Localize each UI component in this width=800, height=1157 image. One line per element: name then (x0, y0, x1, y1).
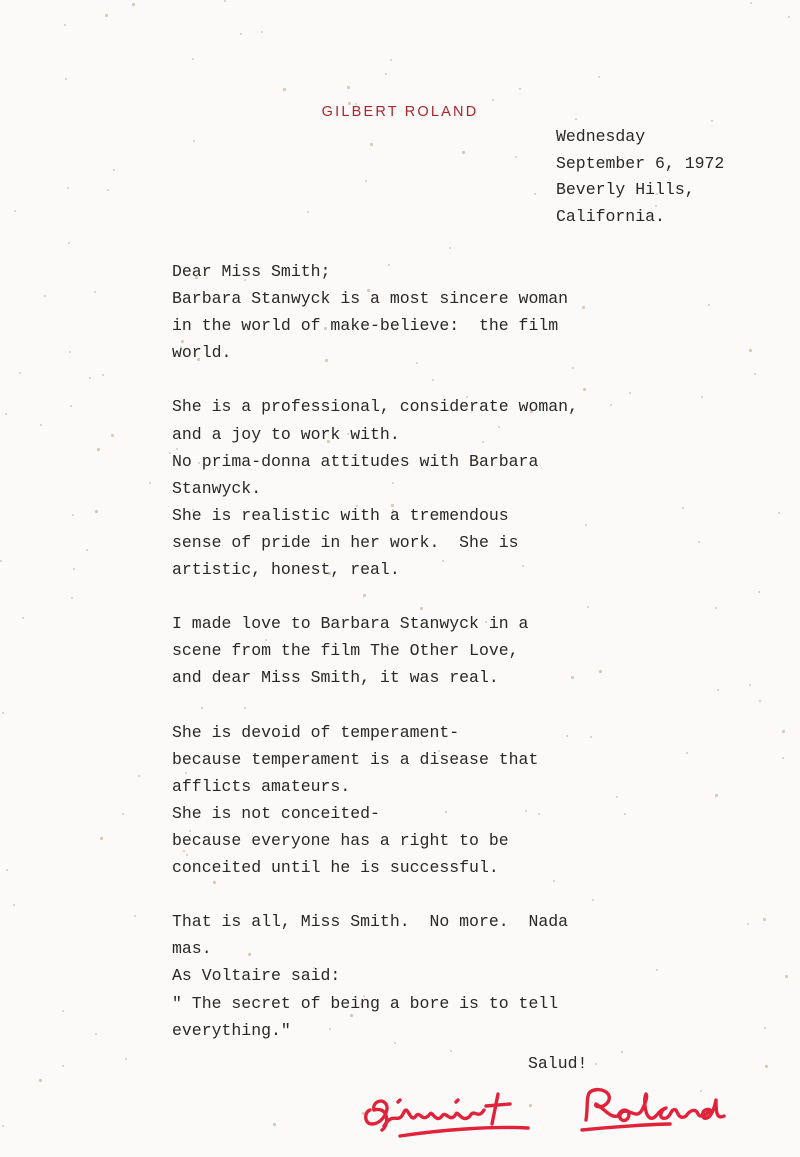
paper-speck (592, 899, 594, 901)
paper-speck (590, 736, 592, 738)
paper-speck (67, 187, 69, 189)
paper-speck (759, 700, 761, 702)
date-state: California. (556, 206, 665, 226)
paper-speck (261, 31, 263, 33)
text-line: She is not conceited- (172, 803, 380, 823)
paper-speck (94, 291, 96, 293)
text-line: No prima-donna attitudes with Barbara (172, 451, 539, 471)
paper-speck (390, 59, 392, 61)
paper-speck (587, 606, 589, 608)
paper-speck (70, 405, 72, 407)
text-line: in the world of make-believe: the film (172, 316, 559, 336)
date-full: September 6, 1972 (556, 153, 725, 173)
paper-speck (132, 3, 135, 6)
paper-speck (595, 1063, 597, 1065)
paper-speck (629, 392, 631, 394)
paper-speck (5, 413, 7, 415)
paper-speck (365, 180, 367, 182)
text-line: mas. (172, 939, 212, 959)
paper-speck (72, 514, 74, 516)
text-line: That is all, Miss Smith. No more. Nada (172, 912, 569, 932)
paper-speck (122, 813, 124, 815)
paper-speck (307, 211, 309, 213)
paper-speck (750, 2, 752, 4)
paper-speck (44, 295, 46, 297)
paper-speck (449, 247, 451, 249)
paper-speck (715, 794, 718, 797)
paper-speck (138, 775, 140, 777)
paper-speck (450, 1050, 452, 1052)
paper-speck (68, 242, 70, 244)
paper-speck (13, 904, 15, 906)
text-line: sense of pride in her work. She is (172, 532, 519, 552)
paper-speck (621, 1051, 623, 1053)
text-line: and a joy to work with. (172, 424, 400, 444)
paper-speck (701, 396, 703, 398)
paper-speck (19, 372, 21, 374)
paper-speck (492, 99, 494, 101)
paper-speck (62, 1010, 64, 1012)
paper-speck (111, 434, 114, 437)
paragraph-gap (172, 583, 578, 610)
paper-speck (515, 156, 517, 158)
text-line: because temperament is a disease that (172, 749, 539, 769)
paragraph-gap (172, 366, 578, 393)
paper-speck (86, 549, 88, 551)
paper-speck (105, 14, 108, 17)
paper-speck (97, 448, 100, 451)
paper-speck (125, 1058, 127, 1060)
paper-speck (273, 1123, 276, 1126)
paper-speck (656, 969, 658, 971)
paper-speck (616, 796, 618, 798)
paper-speck (534, 193, 536, 195)
paper-speck (113, 169, 115, 171)
paper-speck (95, 510, 98, 513)
paper-speck (624, 813, 626, 815)
paper-speck (749, 684, 751, 686)
text-line: world. (172, 343, 232, 363)
paper-speck (89, 377, 91, 379)
paper-speck (582, 306, 585, 309)
paper-speck (62, 1065, 64, 1067)
paper-speck (764, 1027, 766, 1029)
text-line: Stanwyck. (172, 478, 262, 498)
paragraph (172, 258, 578, 366)
paragraph (172, 908, 578, 1043)
paper-speck (788, 16, 790, 18)
text-line: and dear Miss Smith, it was real. (172, 668, 499, 688)
paper-speck (598, 76, 600, 78)
paper-speck (0, 560, 2, 562)
paragraph (172, 719, 578, 882)
paper-speck (40, 424, 42, 426)
paper-speck (71, 597, 73, 599)
paper-speck (778, 512, 780, 514)
text-line: She is a professional, considerate woman, (172, 397, 578, 417)
paper-speck (599, 670, 602, 673)
paper-speck (2, 1125, 4, 1127)
letter-body (172, 258, 578, 1044)
letterhead: GILBERT ROLAND (321, 104, 479, 120)
paper-speck (758, 591, 760, 593)
paper-speck (708, 304, 710, 306)
paper-speck (698, 541, 700, 543)
paper-speck (193, 140, 195, 142)
text-line: Barbara Stanwyck is a most sincere woman (172, 289, 569, 309)
text-line: afflicts amateurs. (172, 776, 351, 796)
paper-speck (585, 524, 587, 526)
closing-salutation: Salud! (528, 1054, 588, 1073)
paper-speck (64, 24, 66, 26)
paper-speck (782, 757, 784, 759)
paper-speck (6, 869, 8, 871)
date-city: Beverly Hills, (556, 180, 695, 199)
paper-speck (711, 120, 713, 122)
paragraph-gap (172, 692, 578, 719)
paper-speck (385, 73, 387, 75)
paper-speck (749, 349, 752, 352)
paper-speck (610, 404, 612, 406)
paper-speck (370, 143, 373, 146)
text-line: conceited until he is successful. (172, 858, 499, 878)
text-line: She is realistic with a tremendous (172, 505, 509, 525)
paper-speck (192, 58, 194, 60)
text-line: Dear Miss Smith; (172, 262, 331, 281)
paper-speck (240, 33, 242, 35)
paper-speck (22, 617, 24, 619)
paper-speck (2, 712, 4, 714)
paper-speck (65, 78, 67, 80)
paper-speck (765, 1065, 768, 1068)
paper-speck (347, 86, 350, 89)
paper-speck (283, 88, 286, 91)
paper-speck (715, 607, 717, 609)
paper-speck (462, 151, 465, 154)
text-line: scene from the film The Other Love, (172, 641, 519, 661)
text-line: " The secret of being a bore is to tell (172, 993, 559, 1013)
paper-speck (785, 975, 788, 978)
paper-speck (754, 373, 756, 375)
paper-speck (73, 568, 75, 570)
paper-speck (102, 374, 104, 376)
paper-speck (14, 210, 16, 212)
paper-speck (686, 752, 688, 754)
paper-speck (69, 351, 71, 353)
paper-speck (782, 730, 785, 733)
paper-speck (583, 388, 586, 391)
date-weekday: Wednesday (556, 127, 646, 146)
paper-speck (763, 918, 766, 921)
text-line: She is devoid of temperament- (172, 722, 460, 742)
text-line: because everyone has a right to be (172, 830, 509, 850)
paper-speck (39, 1079, 42, 1082)
paper-speck (224, 0, 226, 2)
paragraph (172, 393, 578, 583)
date-block (556, 124, 724, 230)
paper-speck (519, 88, 521, 90)
text-line: artistic, honest, real. (172, 560, 400, 580)
paper-speck (169, 452, 171, 454)
paper-speck (107, 189, 109, 191)
paragraph (172, 610, 578, 691)
paper-speck (747, 923, 749, 925)
signature (360, 1080, 750, 1150)
text-line: everything." (172, 1020, 291, 1040)
paper-speck (682, 507, 684, 509)
paper-speck (134, 915, 136, 917)
text-line: As Voltaire said: (172, 966, 341, 986)
text-line: I made love to Barbara Stanwyck in a (172, 614, 529, 634)
paper-speck (717, 689, 719, 691)
paper-speck (95, 1033, 97, 1035)
paper-speck (100, 837, 103, 840)
paragraph-gap (172, 881, 578, 908)
paper-speck (149, 482, 151, 484)
